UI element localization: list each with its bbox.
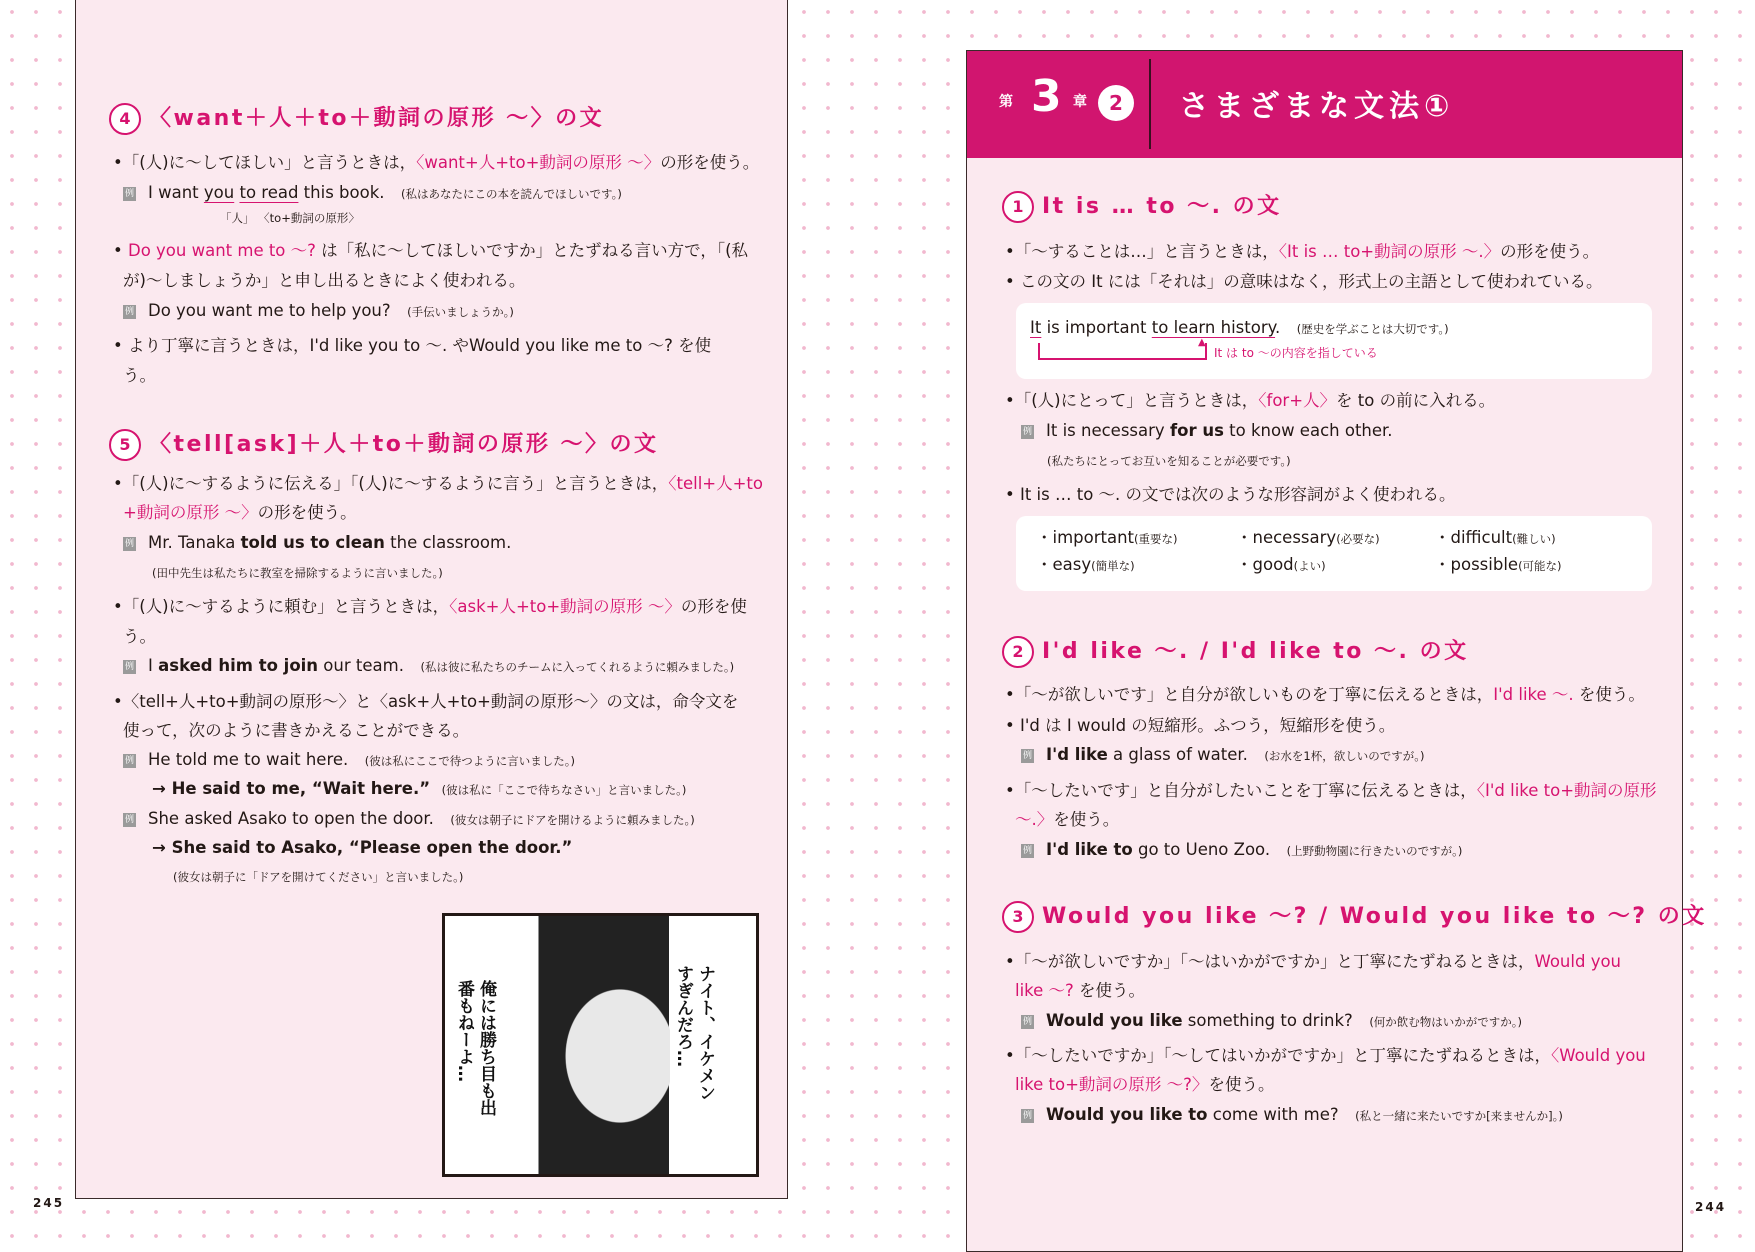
text-segment: を使う。 xyxy=(1073,981,1146,1000)
highlight-text: +動詞の原形 ～〉 xyxy=(123,503,258,522)
arrow-up-icon: ▲ xyxy=(1198,337,1206,348)
text-segment: •「(人)にとって」と言うときは， xyxy=(1005,391,1259,410)
text-segment: to learn history xyxy=(1151,318,1276,337)
bullet-dot: ・ xyxy=(1236,555,1253,574)
bullet-cont xyxy=(123,364,156,388)
text-segment: を使う。 xyxy=(1053,810,1120,829)
text-segment: to know each other. xyxy=(1223,421,1393,440)
bullet-cont xyxy=(123,719,469,743)
translation xyxy=(173,864,463,889)
highlight-text: ～.〉 xyxy=(1015,810,1054,829)
text-segment: told us to clean xyxy=(240,533,385,552)
section-heading-3 xyxy=(1002,900,1707,934)
text-segment: 使って，次のように書きかえることができる。 xyxy=(123,721,470,740)
section-title: Would you like ～? / Would you like to ～? の文 xyxy=(1042,904,1707,929)
text-segment: (彼女は朝子にドアを開けるように頼みました。) xyxy=(450,813,695,827)
text-segment: • xyxy=(113,241,128,260)
bullet xyxy=(1005,270,1602,294)
section-title: 〈want＋人＋to＋動詞の原形 ～〉の文 xyxy=(149,106,605,131)
bullet xyxy=(113,239,748,263)
bullet-dot: ・ xyxy=(1434,555,1451,574)
example-sentence xyxy=(1021,1103,1563,1128)
rewrite-sentence xyxy=(152,777,686,802)
text-segment: this book. xyxy=(298,183,401,202)
adjective-item xyxy=(1236,553,1326,578)
text-segment: •「～したいですか」「～してはいかがですか」と丁寧にたずねるときは， xyxy=(1005,1046,1551,1065)
bullet xyxy=(113,151,759,175)
section-number-icon: 5 xyxy=(109,429,141,461)
text-segment: • I'd は I would の短縮形。ふつう，短縮形を使う。 xyxy=(1005,716,1396,735)
bullet-dot: ・ xyxy=(1036,528,1053,547)
text-segment: 「人」 〈to+動詞の原形〉 xyxy=(220,211,360,225)
speech-bubble: ナイト、イケメンすぎんだろ… xyxy=(670,961,718,1119)
manga-panel-image xyxy=(442,913,759,1177)
bullet-cont xyxy=(123,501,357,525)
example-box xyxy=(1016,303,1652,379)
highlight-text: like ～? xyxy=(1015,981,1074,1000)
rewrite-sentence xyxy=(152,836,572,860)
section-number-icon: 4 xyxy=(109,103,141,135)
chapter-header xyxy=(967,51,1682,158)
adjective-word: difficult xyxy=(1450,528,1513,547)
text-segment: our team. xyxy=(318,656,421,675)
text-segment: I want xyxy=(148,183,204,202)
highlight-text: 〈ask+人+to+動詞の原形 ～〉 xyxy=(449,597,681,616)
example-mark-icon: 例 xyxy=(1022,750,1032,761)
bullet xyxy=(1005,240,1599,264)
bullet xyxy=(113,690,738,714)
example-sentence xyxy=(123,299,514,324)
bullet-cont xyxy=(1015,808,1119,832)
example-sentence xyxy=(123,807,695,832)
text-segment: •「～したいです」と自分がしたいことを丁寧に伝えるときは， xyxy=(1005,781,1477,800)
bullet xyxy=(1005,389,1495,413)
text-segment: (何か飲む物はいかがですか。) xyxy=(1369,1015,1523,1029)
adjective-item xyxy=(1036,526,1178,551)
text-segment: • より丁寧に言うときは，I'd like you to ～. やWould you like me to ～? を使 xyxy=(113,336,712,355)
text-segment: I'd like xyxy=(1046,745,1108,764)
example-mark-icon: 例 xyxy=(124,306,134,317)
text-segment: の形を使う。 xyxy=(1500,242,1600,261)
text-segment: She asked Asako to open the door. xyxy=(148,809,451,828)
text-segment: (お水を1杯，欲しいのですが。) xyxy=(1264,749,1425,763)
bullet-cont xyxy=(123,269,525,293)
text-segment: の形を使う。 xyxy=(257,503,357,522)
right-page xyxy=(966,50,1707,1252)
text-segment: が)～しましょうか」と申し出るときによく使われる。 xyxy=(123,271,526,290)
speech-bubble: 俺には勝ち目も出番もねーよ… xyxy=(451,976,499,1134)
adjective-meaning: (重要な) xyxy=(1134,532,1178,546)
bullet-dot: ・ xyxy=(1434,528,1451,547)
highlight-text: I'd like ～. xyxy=(1493,685,1574,704)
adjective-word: necessary xyxy=(1252,528,1337,547)
text-segment: の形を使 xyxy=(680,597,747,616)
text-segment: う。 xyxy=(123,627,156,646)
text-segment: (私たちにとってお互いを知ることが必要です。) xyxy=(1047,454,1291,468)
header-divider xyxy=(1149,59,1151,149)
text-segment: you xyxy=(203,183,235,202)
text-segment: come with me? xyxy=(1207,1105,1356,1124)
example-mark-icon: 例 xyxy=(124,188,134,199)
text-segment: Would you like to xyxy=(1046,1105,1208,1124)
text-segment: •〈tell+人+to+動詞の原形～〉と〈ask+人+to+動詞の原形～〉の文は，命令文を xyxy=(113,692,739,711)
text-segment: •「～することは…」と言うときは， xyxy=(1005,242,1279,261)
text-segment: を使う。 xyxy=(1208,1075,1275,1094)
highlight-text: 〈tell+人+to xyxy=(668,474,763,493)
text-segment: something to drink? xyxy=(1182,1011,1370,1030)
example-sentence xyxy=(1030,316,1449,341)
reference-arrow-line xyxy=(1038,343,1207,360)
text-segment: (手伝いましょうか。) xyxy=(407,305,514,319)
bullet-cont xyxy=(1015,979,1145,1003)
bullet xyxy=(113,595,747,619)
text-segment: (田中先生は私たちに教室を掃除するように言いました。) xyxy=(152,566,443,580)
text-segment: • この文の It には「それは」の意味はなく，形式上の主語として使われている。 xyxy=(1005,272,1603,291)
text-segment: (上野動物園に行きたいのですが。) xyxy=(1286,844,1463,858)
example-sentence xyxy=(1021,419,1393,443)
text-segment: → He said to me, “Wait here.” xyxy=(152,779,431,798)
text-segment: (彼は私にここで待つように言いました。) xyxy=(364,754,576,768)
highlight-text: Do you want me to ～? xyxy=(127,241,316,260)
text-segment: •「(人)に～するように頼む」と言うときは， xyxy=(113,597,450,616)
highlight-text: 〈I'd like to+動詞の原形 xyxy=(1476,781,1657,800)
adjective-item xyxy=(1434,553,1562,578)
adjective-box xyxy=(1016,516,1652,591)
bullet xyxy=(1005,483,1456,507)
text-segment: . xyxy=(1275,318,1297,337)
text-segment: の形を使う。 xyxy=(660,153,760,172)
highlight-text: 〈want+人+to+動詞の原形 ～〉 xyxy=(416,153,661,172)
bullet-cont xyxy=(123,625,156,649)
adjective-word: important xyxy=(1052,528,1135,547)
section-heading-1 xyxy=(1002,190,1282,224)
adjective-meaning: (簡単な) xyxy=(1091,559,1135,573)
bullet xyxy=(113,334,711,358)
text-segment: asked him to join xyxy=(158,656,319,675)
bullet xyxy=(1005,1044,1646,1068)
text-segment: It xyxy=(1030,318,1042,337)
text-segment: (歴史を学ぶことは大切です。) xyxy=(1296,322,1449,336)
page-number-right: 244 xyxy=(1695,1200,1727,1214)
example-mark-icon: 例 xyxy=(1022,426,1032,437)
text-segment: (私は彼に私たちのチームに入ってくれるように頼みました。) xyxy=(420,660,735,674)
text-segment: (私と一緒に来たいですか[来ませんか]。) xyxy=(1355,1109,1563,1123)
bullet xyxy=(1005,950,1621,974)
example-sentence xyxy=(123,748,575,773)
highlight-text: 〈It is … to+動詞の原形 ～.〉 xyxy=(1278,242,1501,261)
example-mark-icon: 例 xyxy=(1022,1016,1032,1027)
bullet xyxy=(1005,779,1657,803)
translation xyxy=(152,560,443,585)
text-segment: •「(人)に～するように伝える」「(人)に～するように言う」と言うときは， xyxy=(113,474,669,493)
bullet xyxy=(113,472,763,496)
section-heading-2 xyxy=(1002,635,1469,669)
text-segment: •「～が欲しいですか」「～はいかがですか」と丁寧にたずねるときは， xyxy=(1005,952,1535,971)
text-segment: the classroom. xyxy=(384,533,512,552)
text-segment: を使う。 xyxy=(1573,685,1645,704)
bullet xyxy=(1005,714,1395,738)
text-segment: (彼は私に「ここで待ちなさい」と言いました。) xyxy=(430,783,687,797)
adjective-word: possible xyxy=(1450,555,1519,574)
page-number-left: 245 xyxy=(33,1196,65,1210)
highlight-text: like to+動詞の原形 ～?〉 xyxy=(1015,1075,1209,1094)
section-number-icon: 2 xyxy=(1002,636,1034,668)
adjective-meaning: (難しい) xyxy=(1512,532,1556,546)
example-mark-icon: 例 xyxy=(124,538,134,549)
text-segment: •「～が欲しいです」と自分が欲しいものを丁寧に伝えるときは， xyxy=(1005,685,1494,704)
bullet-dot: ・ xyxy=(1036,555,1053,574)
example-sentence xyxy=(1021,838,1462,863)
text-segment: (私はあなたにこの本を読んでほしいです。) xyxy=(401,187,622,201)
example-mark-icon: 例 xyxy=(124,661,134,672)
bullet-dot: ・ xyxy=(1236,528,1253,547)
section-title: It is … to ～. の文 xyxy=(1042,194,1282,219)
part-number-badge: 2 xyxy=(1098,85,1134,121)
chapter-suffix: 章 xyxy=(1073,94,1087,110)
chapter-prefix: 第 xyxy=(999,94,1013,110)
adjective-item xyxy=(1236,526,1380,551)
bullet xyxy=(1005,683,1645,707)
text-segment: to read xyxy=(239,183,299,202)
example-mark-icon: 例 xyxy=(1022,1110,1032,1121)
chapter-number: 3 xyxy=(1031,71,1062,122)
text-segment: う。 xyxy=(123,366,156,385)
text-segment: I'd like to xyxy=(1046,840,1133,859)
bullet-cont xyxy=(1015,1073,1274,1097)
adjective-meaning: (よい) xyxy=(1293,559,1326,573)
highlight-text: Would you xyxy=(1534,952,1622,971)
section-title: 〈tell[ask]＋人＋to＋動詞の原形 ～〉の文 xyxy=(149,432,659,457)
text-segment: It is necessary xyxy=(1046,421,1170,440)
adjective-word: easy xyxy=(1052,555,1092,574)
example-sentence xyxy=(123,654,734,679)
example-sentence xyxy=(1021,743,1424,768)
example-mark-icon: 例 xyxy=(1022,845,1032,856)
text-segment: a glass of water. xyxy=(1107,745,1265,764)
text-segment: • It is … to ～. の文では次のような形容詞がよく使われる。 xyxy=(1005,485,1456,504)
adjective-item xyxy=(1036,553,1135,578)
adjective-word: good xyxy=(1252,555,1294,574)
translation xyxy=(1047,448,1291,473)
example-mark-icon: 例 xyxy=(124,755,134,766)
example-sentence xyxy=(123,181,622,206)
text-segment: Do you want me to help you? xyxy=(148,301,408,320)
highlight-text: 〈for+人〉 xyxy=(1258,391,1337,410)
text-segment: •「(人)に～してほしい」と言うときは， xyxy=(113,153,417,172)
text-segment: Would you like xyxy=(1046,1011,1183,1030)
example-sentence xyxy=(123,531,511,555)
section-number-icon: 1 xyxy=(1002,191,1034,223)
chapter-title: さまざまな文法① xyxy=(1179,89,1455,124)
text-segment: for us xyxy=(1169,421,1224,440)
annotation xyxy=(1214,341,1378,365)
section-number-icon: 3 xyxy=(1002,901,1034,933)
example-mark-icon: 例 xyxy=(124,814,134,825)
section-title: I'd like ～. / I'd like to ～. の文 xyxy=(1042,639,1469,664)
text-segment: I xyxy=(148,656,159,675)
highlight-text: 〈Would you xyxy=(1550,1046,1646,1065)
annotation xyxy=(220,205,360,230)
adjective-meaning: (可能な) xyxy=(1518,559,1562,573)
text-segment: (彼女は朝子に「ドアを開けてください」と言いました。) xyxy=(173,870,464,884)
text-segment: go to Ueno Zoo. xyxy=(1132,840,1287,859)
adjective-item xyxy=(1434,526,1556,551)
highlight-text: It は to ～の内容を指している xyxy=(1214,346,1378,360)
section-heading-5 xyxy=(109,428,659,462)
section-heading-4 xyxy=(109,102,604,136)
adjective-meaning: (必要な) xyxy=(1336,532,1380,546)
text-segment: を to の前に入れる。 xyxy=(1336,391,1496,410)
text-segment: He told me to wait here. xyxy=(148,750,365,769)
example-sentence xyxy=(1021,1009,1522,1034)
text-segment: Mr. Tanaka xyxy=(148,533,241,552)
text-segment: → She said to Asako, “Please open the door.” xyxy=(152,838,573,857)
text-segment: is important xyxy=(1041,318,1152,337)
text-segment: は「私に～してほしいですか」とたずねる言い方で，「(私 xyxy=(315,241,749,260)
